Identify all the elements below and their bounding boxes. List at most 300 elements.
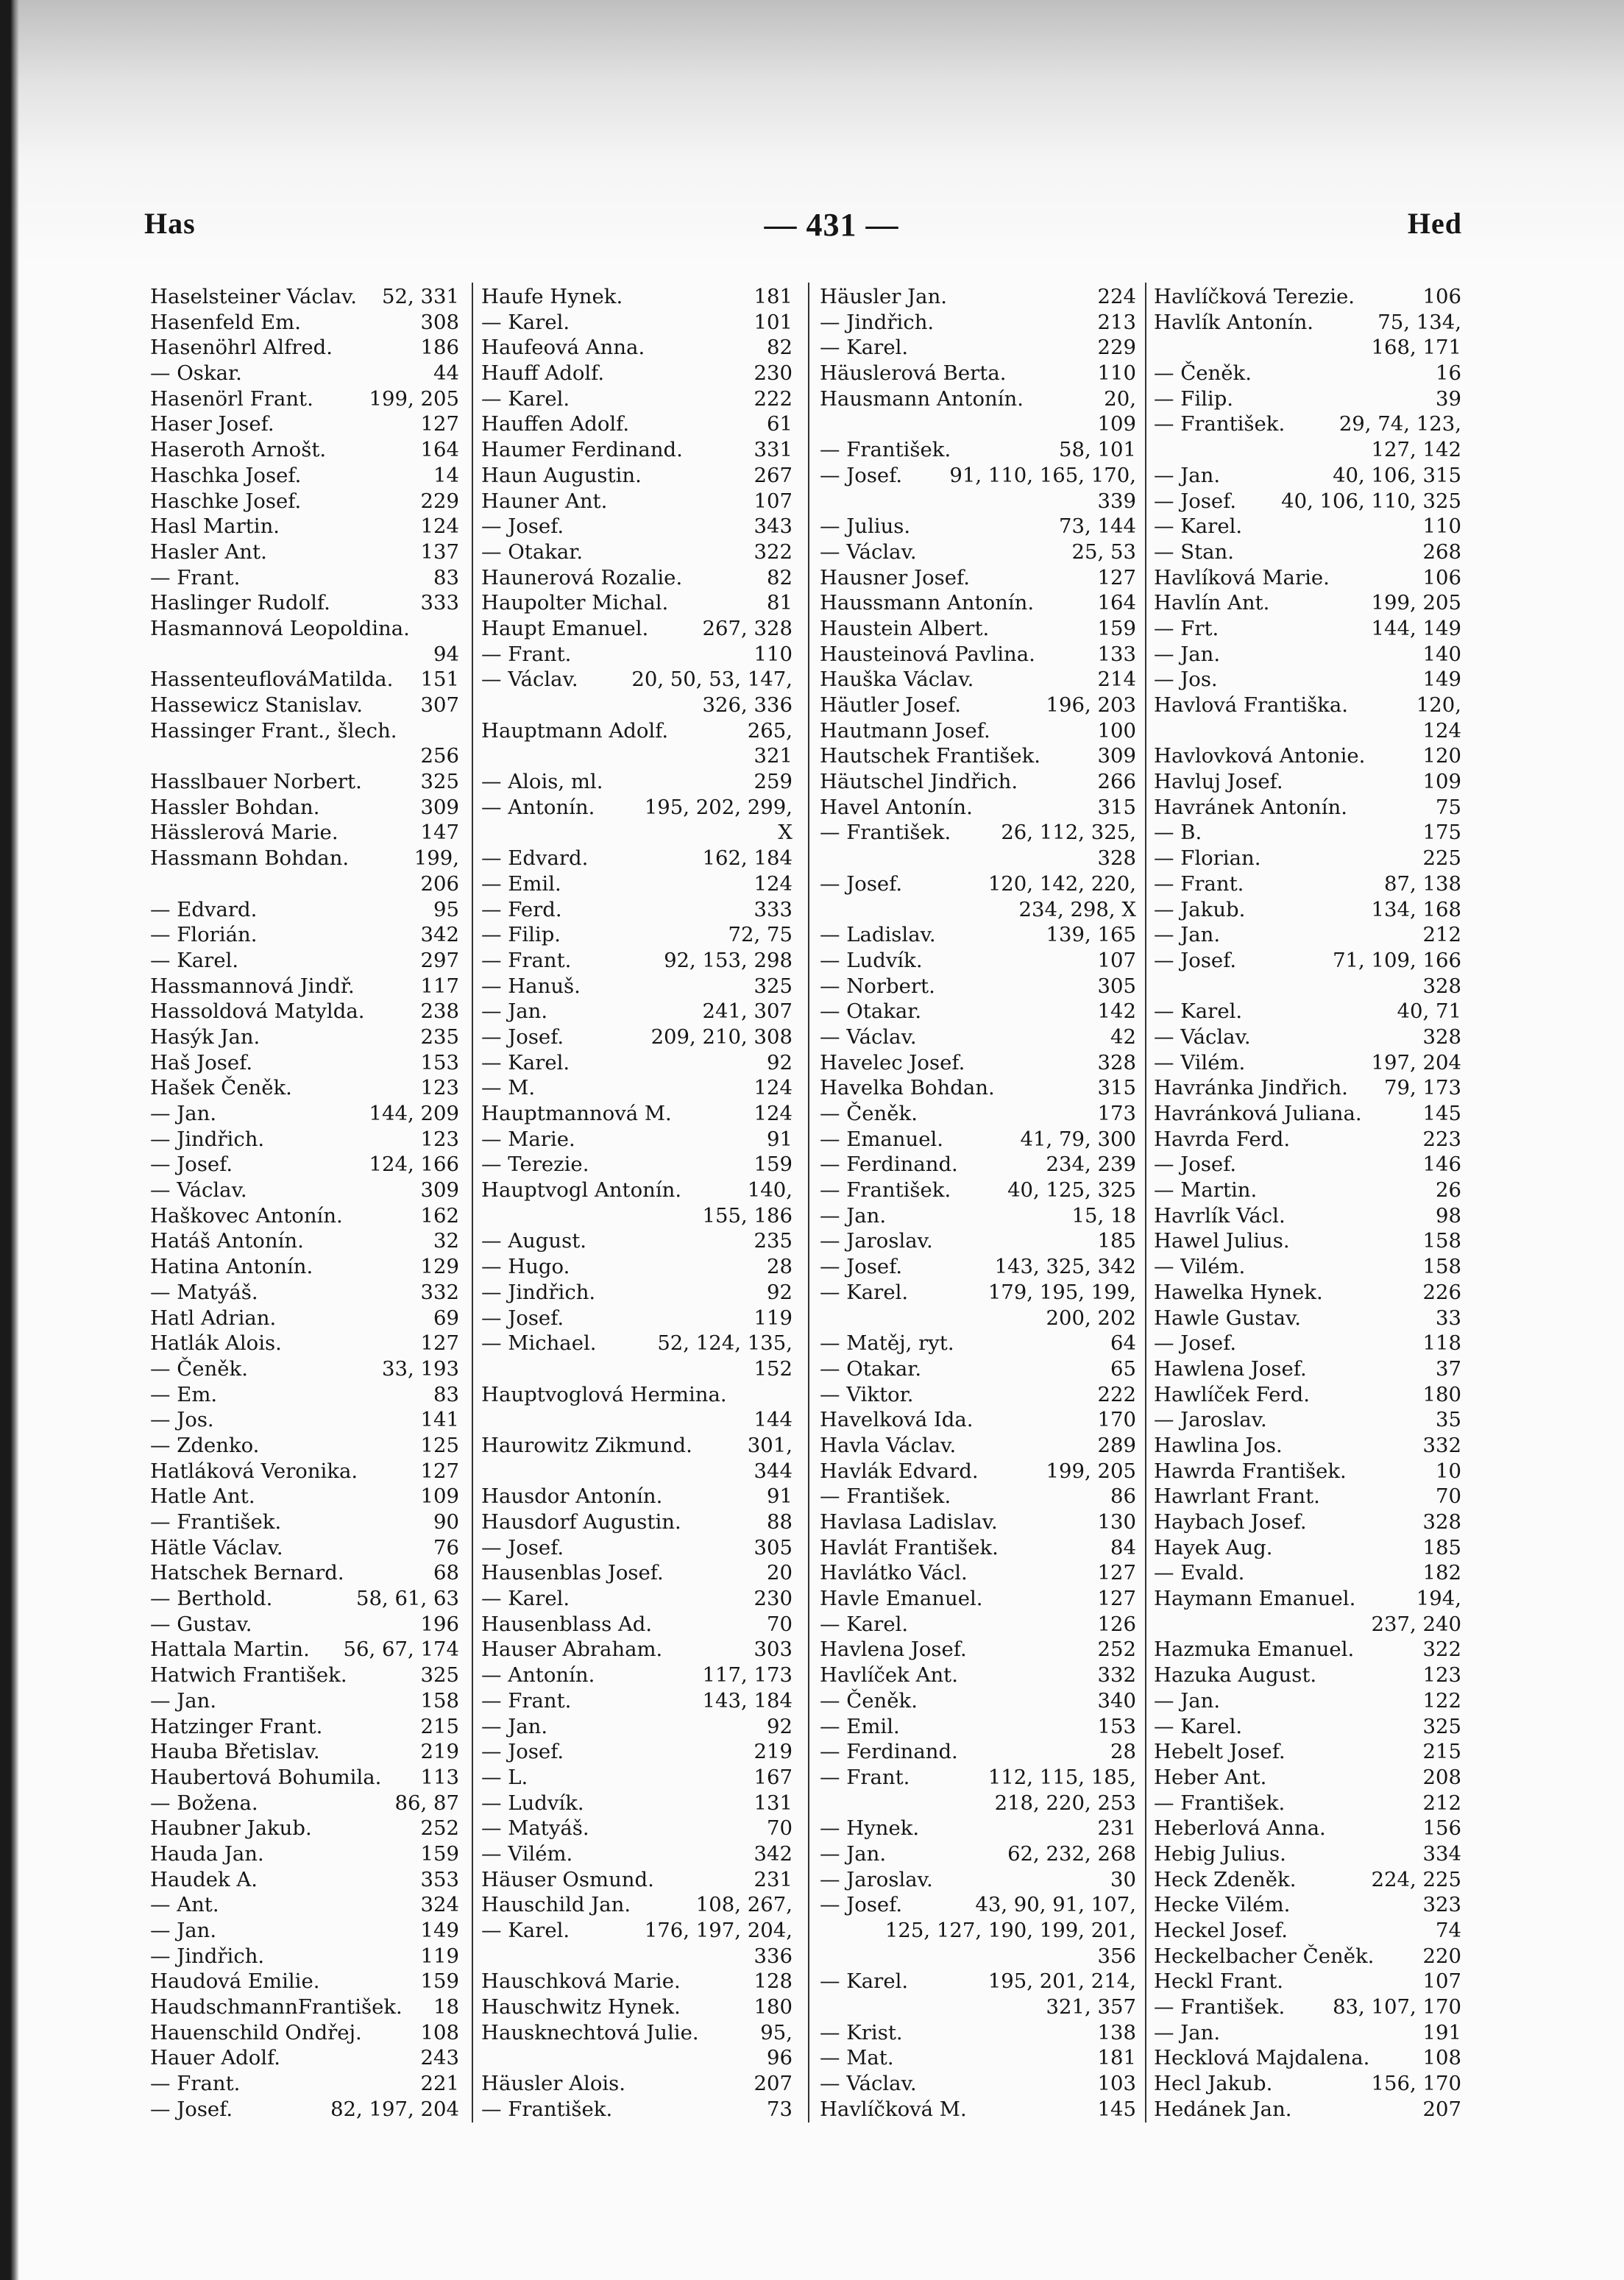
- index-entry: [150, 590, 459, 616]
- index-entry: [820, 1560, 1136, 1586]
- index-entry: [481, 1535, 793, 1561]
- index-entry: [150, 1331, 459, 1356]
- index-entry: [1154, 590, 1461, 616]
- entry-name: — B.: [1154, 821, 1202, 845]
- index-entry: [150, 1586, 459, 1612]
- entry-pages: 221: [420, 2072, 459, 2096]
- entry-pages: 72, 75: [728, 923, 793, 947]
- index-entry: [820, 1535, 1136, 1561]
- entry-name: — M.: [481, 1076, 536, 1100]
- entry-name: Häuslerová Berta.: [820, 361, 1007, 386]
- entry-name: — Čeněk.: [820, 1688, 918, 1713]
- entry-pages: 197, 204: [1371, 1050, 1461, 1074]
- index-entry: [150, 1024, 459, 1050]
- entry-name: — Vilém.: [1154, 1255, 1246, 1279]
- entry-name: Havránka Jindřich.: [1154, 1076, 1348, 1100]
- index-entry: [150, 795, 459, 821]
- entry-pages: 195, 202, 299,: [644, 795, 793, 819]
- entry-name: — Jan.: [820, 1203, 887, 1228]
- entry-name: — Florián.: [150, 923, 258, 947]
- entry-pages: 110: [754, 642, 793, 666]
- entry-name: — Berthold.: [150, 1587, 273, 1611]
- entry-pages: 124: [754, 1076, 793, 1100]
- index-entry: [150, 820, 459, 846]
- entry-name: Haumer Ferdinand.: [481, 438, 683, 462]
- index-entry: [1154, 1994, 1461, 2020]
- entry-name: Hausdorf Augustin.: [481, 1510, 681, 1534]
- index-entry: [1154, 1816, 1461, 1841]
- entry-pages: 124: [754, 1102, 793, 1125]
- entry-pages: 141: [420, 1408, 459, 1432]
- index-entry: [150, 1816, 459, 1841]
- entry-name: Hattala Martin.: [150, 1638, 310, 1662]
- index-entry: [820, 310, 1136, 336]
- index-entry: [820, 718, 1136, 744]
- entry-pages: 146: [1422, 1153, 1461, 1177]
- entry-pages: 234, 298, X: [1018, 897, 1136, 921]
- entry-name: — František.: [150, 1510, 282, 1534]
- index-entry: [1154, 1509, 1461, 1535]
- entry-pages: 58, 101: [1059, 438, 1136, 462]
- index-entry: [150, 1101, 459, 1127]
- index-entry: [150, 437, 459, 463]
- entry-name: — Karel.: [150, 948, 239, 972]
- entry-pages: 229: [420, 489, 459, 513]
- index-entry: [150, 1356, 459, 1382]
- index-entry: [820, 1127, 1136, 1153]
- index-column-2: [481, 284, 793, 2193]
- index-entry: [820, 693, 1136, 718]
- entry-name: — Jan.: [1154, 642, 1221, 666]
- index-entry: [1154, 922, 1461, 948]
- index-entry: [150, 1254, 459, 1280]
- index-entry: [481, 1203, 793, 1229]
- entry-pages: 158: [420, 1688, 459, 1713]
- entry-pages: 301,: [747, 1433, 793, 1457]
- entry-name: — František.: [820, 438, 951, 462]
- entry-name: — Jos.: [1154, 668, 1218, 692]
- entry-pages: 225: [1422, 846, 1461, 871]
- entry-pages: 256: [420, 744, 459, 768]
- index-entry: [150, 1459, 459, 1484]
- entry-pages: 108, 267,: [695, 1893, 793, 1917]
- entry-name: Hatina Antonín.: [150, 1255, 313, 1279]
- index-entry: [481, 1228, 793, 1254]
- index-entry: [1154, 361, 1461, 386]
- index-entry: [150, 718, 459, 744]
- entry-name: — Jaroslav.: [1154, 1408, 1267, 1432]
- entry-pages: 196: [420, 1612, 459, 1636]
- entry-pages: 180: [1422, 1382, 1461, 1406]
- index-entry: [1154, 667, 1461, 693]
- entry-name: Hasler Ant.: [150, 539, 267, 564]
- entry-pages: 356: [1097, 1944, 1136, 1968]
- entry-pages: 107: [1422, 1969, 1461, 1994]
- entry-pages: 52, 331: [382, 285, 459, 308]
- index-entry: [481, 514, 793, 539]
- entry-name: Havlátko Václ.: [820, 1561, 968, 1585]
- entry-pages: [455, 616, 459, 642]
- entry-name: Hassmannová Jindř.: [150, 974, 355, 998]
- entry-name: — Ludvík.: [481, 1791, 584, 1815]
- entry-pages: 237, 240: [1371, 1612, 1461, 1636]
- entry-pages: 127: [1097, 1587, 1136, 1611]
- entry-name: Hazuka August.: [1154, 1663, 1317, 1688]
- index-entry: [1154, 284, 1461, 310]
- entry-name: — Marie.: [481, 1127, 575, 1151]
- entry-name: Haymann Emanuel.: [1154, 1587, 1356, 1611]
- entry-name: Hawle Gustav.: [1154, 1306, 1301, 1330]
- index-entry: [481, 1382, 793, 1408]
- index-entry: [820, 871, 1136, 897]
- index-entry: [1154, 743, 1461, 769]
- entry-name: — Jan.: [820, 1841, 887, 1866]
- index-entry: [150, 361, 459, 386]
- entry-pages: 127: [420, 412, 459, 436]
- entry-pages: 218, 220, 253: [994, 1791, 1136, 1815]
- entry-pages: 224: [1097, 285, 1136, 308]
- entry-name: Havlová Františka.: [1154, 693, 1349, 717]
- index-entry: [481, 1433, 793, 1459]
- entry-name: — Frant.: [150, 565, 241, 590]
- entry-name: Havelec Josef.: [820, 1050, 965, 1074]
- index-entry: [481, 1407, 793, 1433]
- entry-pages: 91: [767, 1484, 793, 1509]
- entry-name: — Václav.: [820, 1024, 917, 1049]
- entry-pages: 62, 232, 268: [1007, 1841, 1136, 1866]
- entry-pages: 179, 195, 199,: [987, 1280, 1136, 1304]
- entry-name: Hebig Julius.: [1154, 1841, 1286, 1866]
- index-entry: [820, 1075, 1136, 1101]
- entry-pages: 208: [1422, 1765, 1461, 1789]
- entry-pages: 26: [1436, 1178, 1461, 1203]
- entry-name: Hauptmannová M.: [481, 1102, 672, 1125]
- index-entry: [150, 1765, 459, 1791]
- entry-pages: 70: [767, 1612, 793, 1636]
- index-entry: [150, 565, 459, 591]
- entry-name: — Jaroslav.: [820, 1867, 933, 1891]
- entry-name: Hatlák Alois.: [150, 1331, 282, 1356]
- index-entry: [1154, 974, 1461, 999]
- entry-pages: 158: [1422, 1255, 1461, 1279]
- entry-name: Hauda Jan.: [150, 1841, 264, 1866]
- index-entry: [820, 1816, 1136, 1841]
- entry-pages: 127: [1097, 1561, 1136, 1585]
- entry-name: — Ludvík.: [820, 948, 923, 972]
- entry-pages: X: [778, 821, 793, 845]
- index-entry: [1154, 999, 1461, 1024]
- entry-pages: 194,: [1416, 1587, 1461, 1611]
- index-entry: [1154, 489, 1461, 514]
- entry-pages: 309: [1097, 744, 1136, 768]
- entry-pages: 328: [1422, 974, 1461, 998]
- entry-name: Haunerová Rozalie.: [481, 565, 683, 590]
- entry-name: Hauffen Adolf.: [481, 412, 630, 436]
- entry-pages: 226: [1422, 1280, 1461, 1304]
- entry-name: Hasenörl Frant.: [150, 386, 313, 411]
- index-entry: [820, 743, 1136, 769]
- entry-name: — Norbert.: [820, 974, 935, 998]
- index-entry: [150, 1433, 459, 1459]
- entry-name: — Oskar.: [150, 361, 242, 386]
- entry-name: Hassinger Frant., šlech.: [150, 718, 397, 743]
- index-entry: [1154, 1484, 1461, 1509]
- running-head-left: Has: [144, 207, 196, 240]
- entry-pages: 353: [420, 1867, 459, 1891]
- entry-name: — Jan.: [150, 1688, 217, 1713]
- entry-name: Häutschel Jindřich.: [820, 770, 1018, 794]
- entry-pages: [788, 1382, 793, 1408]
- entry-name: Haussmann Antonín.: [820, 591, 1035, 615]
- entry-pages: 103: [1097, 2072, 1136, 2096]
- entry-name: — Jaroslav.: [820, 1229, 933, 1253]
- index-entry: [820, 1459, 1136, 1484]
- entry-name: Havlík Antonín.: [1154, 310, 1314, 334]
- entry-pages: 144: [754, 1408, 793, 1432]
- entry-name: — Vilém.: [481, 1841, 573, 1866]
- entry-name: — Václav.: [481, 668, 578, 692]
- entry-name: Havlena Josef.: [820, 1638, 967, 1662]
- index-entry: [481, 386, 793, 412]
- entry-name: — Jindřich.: [150, 1944, 265, 1968]
- entry-name: Häusler Jan.: [820, 285, 948, 308]
- entry-pages: 94: [433, 642, 459, 666]
- index-entry: [1154, 1101, 1461, 1127]
- index-entry: [820, 590, 1136, 616]
- index-entry: [1154, 1050, 1461, 1076]
- entry-pages: 268: [1422, 539, 1461, 564]
- entry-pages: 230: [754, 361, 793, 386]
- entry-name: — Michael.: [481, 1331, 597, 1356]
- entry-pages: 176, 197, 204,: [644, 1919, 793, 1942]
- index-entry: [481, 769, 793, 795]
- index-entry: [150, 1382, 459, 1408]
- entry-pages: 158: [1422, 1229, 1461, 1253]
- entry-name: — Jan.: [150, 1102, 217, 1125]
- entry-pages: 175: [1422, 821, 1461, 845]
- entry-name: Haupolter Michal.: [481, 591, 669, 615]
- entry-name: Hazmuka Emanuel.: [1154, 1638, 1355, 1662]
- entry-name: — Evald.: [1154, 1561, 1245, 1585]
- entry-pages: 92: [767, 1050, 793, 1074]
- entry-name: Heber Ant.: [1154, 1765, 1267, 1789]
- entry-pages: 212: [1422, 1791, 1461, 1815]
- entry-name: — Jindřich.: [481, 1280, 596, 1304]
- entry-pages: 127: [420, 1459, 459, 1483]
- index-entry: [1154, 1791, 1461, 1816]
- entry-name: Hatschek Bernard.: [150, 1561, 344, 1585]
- entry-pages: 322: [754, 539, 793, 564]
- entry-name: Haudek A.: [150, 1867, 258, 1891]
- entry-name: — Josef.: [481, 1024, 564, 1049]
- entry-name: Hasl Martin.: [150, 514, 280, 539]
- index-entry: [1154, 2020, 1461, 2046]
- entry-name: — Frant.: [481, 948, 572, 972]
- entry-name: Havelka Bohdan.: [820, 1076, 995, 1100]
- entry-name: — Frant.: [150, 2072, 241, 2096]
- index-entry: [481, 1484, 793, 1509]
- entry-pages: 124: [1422, 718, 1461, 743]
- index-entry: [481, 922, 793, 948]
- index-entry: [150, 769, 459, 795]
- entry-pages: 91: [767, 1127, 793, 1151]
- entry-pages: 92: [767, 1714, 793, 1738]
- entry-name: Hasýk Jan.: [150, 1024, 260, 1049]
- index-entry: [150, 1407, 459, 1433]
- index-entry: [150, 1739, 459, 1765]
- entry-pages: 328: [1422, 1024, 1461, 1049]
- entry-name: — Frant.: [481, 642, 572, 666]
- entry-name: — František.: [1154, 412, 1286, 436]
- index-entry: [150, 897, 459, 923]
- entry-name: Hebelt Josef.: [1154, 1740, 1286, 1764]
- index-entry: [481, 361, 793, 386]
- index-entry: [1154, 1765, 1461, 1791]
- index-entry: [150, 1688, 459, 1714]
- entry-name: — Jan.: [150, 1919, 217, 1942]
- entry-pages: 164: [420, 438, 459, 462]
- entry-pages: 297: [420, 948, 459, 972]
- index-entry: [150, 463, 459, 489]
- entry-pages: 20,: [1104, 386, 1136, 411]
- index-entry: [1154, 1178, 1461, 1203]
- index-entry: [481, 1306, 793, 1331]
- index-entry: [1154, 846, 1461, 871]
- entry-pages: 308: [420, 310, 459, 334]
- index-entry: [1154, 1075, 1461, 1101]
- index-entry: [820, 2020, 1136, 2046]
- index-entry: [820, 897, 1136, 923]
- entry-pages: 322: [1422, 1638, 1461, 1662]
- index-entry: [820, 1178, 1136, 1203]
- entry-name: Heckel Josef.: [1154, 1919, 1288, 1942]
- entry-name: Havel Antonín.: [820, 795, 973, 819]
- entry-name: — Josef.: [481, 1740, 564, 1764]
- entry-name: Hassoldová Matylda.: [150, 999, 365, 1024]
- entry-name: Hausknechtová Julie.: [481, 2020, 699, 2044]
- entry-pages: 106: [1422, 565, 1461, 590]
- index-entry: [481, 1356, 793, 1382]
- index-entry: [1154, 514, 1461, 539]
- index-entry: [1154, 1688, 1461, 1714]
- entry-pages: 321, 357: [1046, 1995, 1136, 2019]
- entry-name: Hausenblass Ad.: [481, 1612, 653, 1636]
- entry-name: Hauba Břetislav.: [150, 1740, 320, 1764]
- entry-name: — August.: [481, 1229, 587, 1253]
- index-entry: [150, 1127, 459, 1153]
- entry-pages: 81: [767, 591, 793, 615]
- entry-name: Haseroth Arnošt.: [150, 438, 327, 462]
- entry-pages: 83, 107, 170: [1333, 1995, 1461, 2019]
- index-entry: [1154, 1152, 1461, 1178]
- index-entry: [150, 1306, 459, 1331]
- entry-pages: 82: [767, 565, 793, 590]
- index-entry: [1154, 1535, 1461, 1561]
- index-entry: [820, 1382, 1136, 1408]
- entry-name: Havlíček Ant.: [820, 1663, 958, 1688]
- index-entry: [481, 1331, 793, 1356]
- entry-pages: 149: [1422, 668, 1461, 692]
- index-entry: [820, 2097, 1136, 2123]
- entry-pages: 344: [754, 1459, 793, 1483]
- entry-pages: 144, 149: [1371, 616, 1461, 640]
- entry-pages: 212: [1422, 923, 1461, 947]
- entry-name: — Karel.: [481, 1919, 570, 1942]
- index-entry: [1154, 1254, 1461, 1280]
- index-entry: [820, 1484, 1136, 1509]
- entry-pages: 266: [1097, 770, 1136, 794]
- index-entry: [481, 1994, 793, 2020]
- entry-name: — Václav.: [1154, 1024, 1251, 1049]
- entry-pages: 328: [1097, 1050, 1136, 1074]
- index-entry: [1154, 335, 1461, 361]
- entry-pages: 76: [433, 1535, 459, 1559]
- index-entry: [481, 565, 793, 591]
- entry-name: Häusler Alois.: [481, 2072, 626, 2096]
- index-entry: [150, 310, 459, 336]
- entry-name: Havlovková Antonie.: [1154, 744, 1366, 768]
- entry-name: Hausmann Antonín.: [820, 386, 1024, 411]
- entry-pages: 326, 336: [702, 693, 793, 717]
- index-entry: [150, 2071, 459, 2097]
- entry-pages: 108: [420, 2020, 459, 2044]
- index-entry: [1154, 1306, 1461, 1331]
- entry-pages: 123: [420, 1076, 459, 1100]
- index-entry: [150, 693, 459, 718]
- entry-pages: 118: [1422, 1331, 1461, 1356]
- index-column-4: [1154, 284, 1461, 2193]
- entry-name: Havrlík Václ.: [1154, 1203, 1286, 1228]
- entry-pages: 127: [1097, 565, 1136, 590]
- entry-name: — Václav.: [820, 539, 917, 564]
- index-entry: [150, 1892, 459, 1918]
- entry-name: — Karel.: [1154, 514, 1243, 539]
- entry-name: Hawlena Josef.: [1154, 1356, 1307, 1381]
- index-entry: [1154, 693, 1461, 718]
- entry-pages: 87, 138: [1384, 871, 1461, 896]
- entry-name: Hauer Adolf.: [150, 2046, 281, 2070]
- entry-name: Havlasa Ladislav.: [820, 1510, 998, 1534]
- entry-pages: 164: [1097, 591, 1136, 615]
- entry-name: — František.: [1154, 1791, 1286, 1815]
- index-entry: [481, 1459, 793, 1484]
- entry-pages: 259: [754, 770, 793, 794]
- entry-name: — Jan.: [1154, 463, 1221, 487]
- entry-name: — Jan.: [1154, 1688, 1221, 1713]
- entry-pages: 106: [1422, 285, 1461, 308]
- index-entry: [1154, 1637, 1461, 1663]
- index-entry: [1154, 718, 1461, 744]
- entry-pages: 214: [1097, 668, 1136, 692]
- entry-name: — Edvard.: [150, 897, 258, 921]
- entry-name: Haselsteiner Václav.: [150, 285, 358, 308]
- index-entry: [150, 2097, 459, 2123]
- entry-pages: 207: [1422, 2097, 1461, 2121]
- entry-pages: 159: [420, 1969, 459, 1994]
- entry-pages: 129: [420, 1255, 459, 1279]
- entry-name: Heberlová Anna.: [1154, 1816, 1326, 1841]
- entry-name: Hausenblas Josef.: [481, 1561, 664, 1585]
- entry-pages: 140,: [747, 1178, 793, 1203]
- index-entry: [150, 1509, 459, 1535]
- index-entry: [1154, 769, 1461, 795]
- entry-pages: 39: [1436, 386, 1461, 411]
- index-entry: [1154, 1663, 1461, 1688]
- entry-pages: 98: [1436, 1203, 1461, 1228]
- index-entry: [820, 1841, 1136, 1867]
- index-entry: [150, 1867, 459, 1893]
- entry-pages: 215: [1422, 1740, 1461, 1764]
